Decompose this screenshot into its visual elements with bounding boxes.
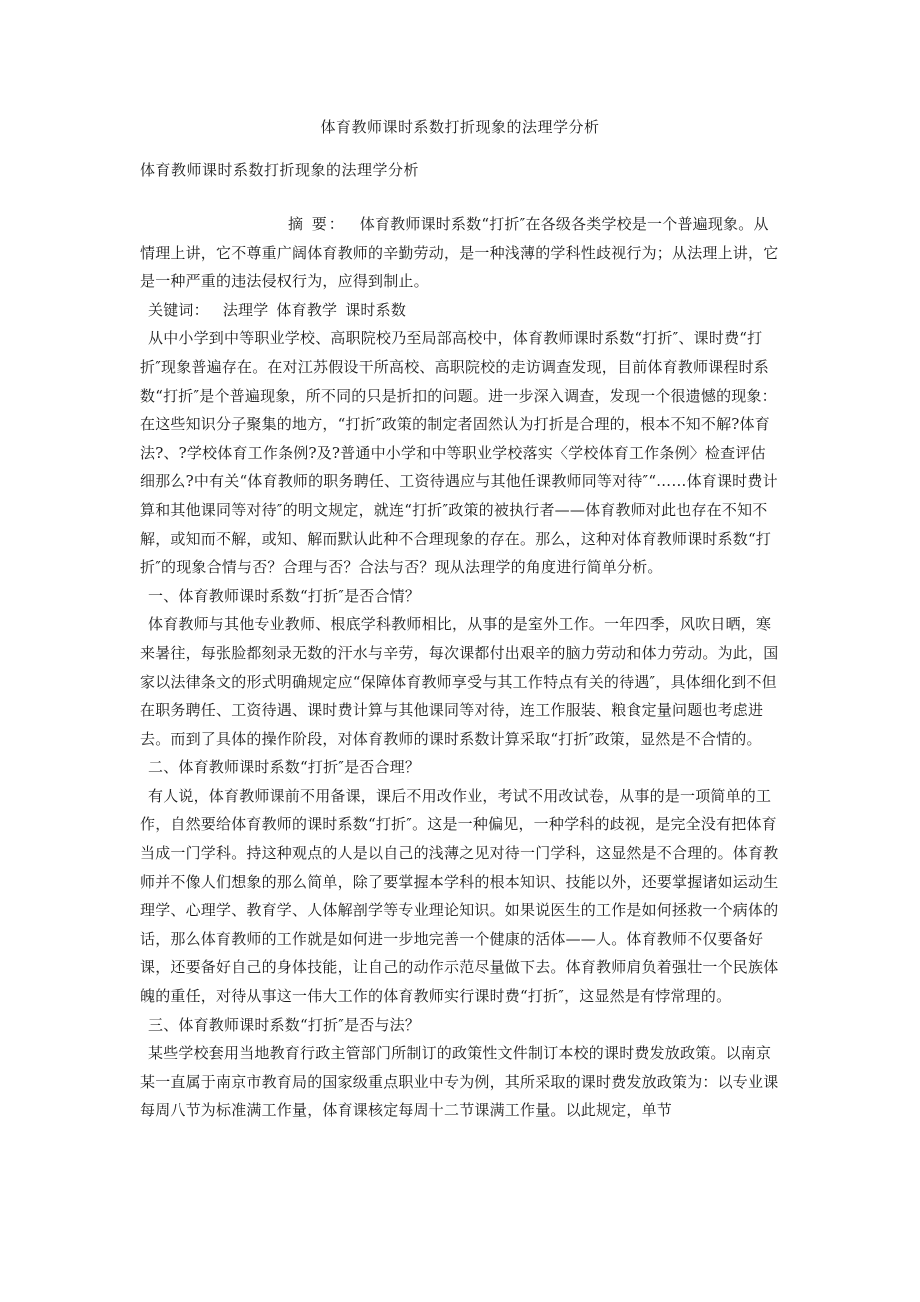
keyword-item: 体育教学 <box>276 300 338 319</box>
abstract-paragraph <box>140 210 780 296</box>
section-3-paragraph: 某些学校套用当地教育行政主管部门所制订的政策性文件制订本校的课时费发放政策。以南京某一直属于南京市教育局的国家级重点职业中专为例，其所采取的课时费发放政策为：以专业课每周八节为标准满工作量，体育课核定每周十二节课满工作量。以此规定，单节 <box>140 1044 779 1120</box>
keyword-item: 法理学 <box>222 300 269 319</box>
section-1-paragraph: 体育教师与其他专业教师、根底学科教师相比，从事的是室外工作。一年四季，风吹日晒，寒来暑往，每张脸都刻录无数的汗水与辛劳，每次课都付出艰辛的脑力劳动和体力劳动。为此，国家以法律条文的形式明确规定应“保障体育教师享受与其工作特点有关的待遇″，具体细化到不但在职务聘任、工资待遇、课时费计算与其他课同等对待，连工作服装、粮食定量问题也考虑进去。而到了具体的操作阶段，对体育教师的课时系数计算采取“打折″政策，显然是不合情的。 <box>140 615 779 748</box>
document-body <box>140 210 780 1125</box>
keywords-label: 关键词： <box>148 300 209 319</box>
section-heading-2: 二、体育教师课时系数“打折″是否合理？ <box>148 758 421 777</box>
section-2-paragraph: 有人说，体育教师课前不用备课，课后不用改作业，考试不用改试卷，从事的是一项简单的工作，自然要给体育教师的课时系数“打折″。这是一种偏见，一种学科的歧视，是完全没有把体育当成一门学科。持这种观点的人是以自己的浅薄之见对待一门学科，这显然是不合理的。体育教师并不像人们想象的那么简单，除了要掌握本学科的根本知识、技能以外，还要掌握诸如运动生理学、心理学、教育学、人体解剖学等专业理论知识。如果说医生的工作是如何拯救一个病体的话，那么体育教师的工作就是如何进一步地完善一个健康的活体——人。体育教师不仅要备好课，还要备好自己的身体技能，让自己的动作示范尽量做下去。体育教师肩负着强壮一个民族体魄的重任，对待从事这一伟大工作的体育教师实行课时费“打折″，这显然是有悖常理的。 <box>140 786 779 1006</box>
section-heading-1: 一、体育教师课时系数“打折″是否合情？ <box>148 586 421 605</box>
document-title: 体育教师课时系数打折现象的法理学分析 <box>320 118 600 136</box>
abstract-label: 摘 要： <box>288 215 346 233</box>
abstract-text: 体育教师课时系数“打折″在各级各类学校是一个普遍现象。从情理上讲，它不尊重广阔体育教师的辛勤劳动，是一种浅薄的学科性歧视行为；从法理上讲，它是一种严重的违法侵权行为，应得到制止。 <box>140 215 779 291</box>
document-subtitle: 体育教师课时系数打折现象的法理学分析 <box>140 161 420 179</box>
section-heading-3: 三、体育教师课时系数“打折″是否与法？ <box>148 1015 421 1034</box>
intro-paragraph: 从中小学到中等职业学校、高职院校乃至局部高校中，体育教师课时系数“打折″、课时费“打折″现象普遍存在。在对江苏假设干所高校、高职院校的走访调查发现，目前体育教师课程时系数“打折″是个普遍现象，所不同的只是折扣的问题。进一步深入调查，发现一个很遗憾的现象：在这些知识分子聚集的地方，“打折″政策的制定者固然认为打折是合理的，根本不知不解?体育法?、?学校体育工作条例?及?普通中小学和中等职业学校落实〈学校体育工作条例〉检查评估细那么?中有关“体育教师的职务聘任、工资待遇应与其他任课教师同等对待″“……体育课时费计算和其他课同等对待″的明文规定，就连“打折″政策的被执行者——体育教师对此也存在不知不解，或知而不解，或知、解而默认此种不合理现象的存在。那么，这种对体育教师课时系数“打折″的现象合情与否？合理与否？合法与否？现从法理学的角度进行简单分析。 <box>140 329 778 577</box>
keyword-item: 课时系数 <box>345 300 407 319</box>
keywords-line <box>140 296 780 325</box>
